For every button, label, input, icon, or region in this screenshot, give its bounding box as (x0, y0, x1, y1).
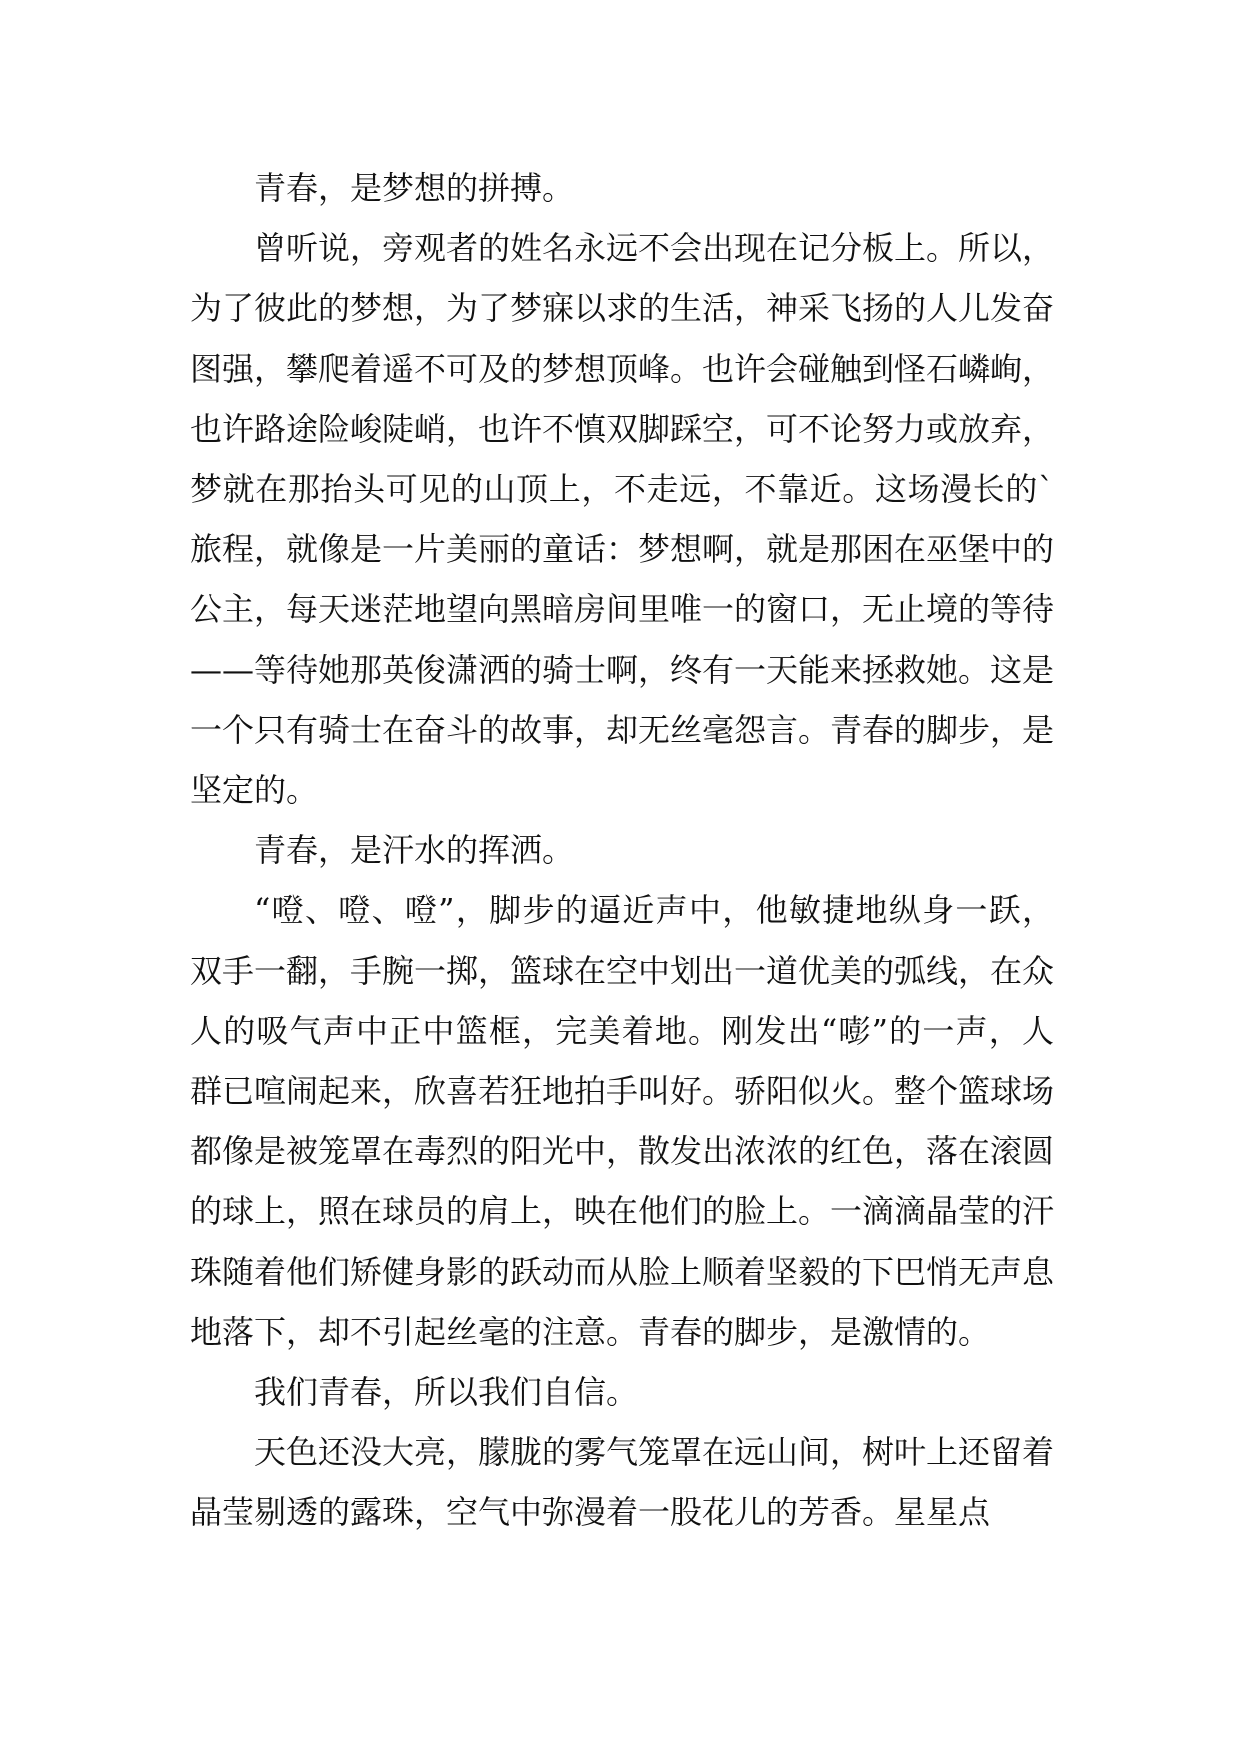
paragraph-heading-sweat: 青春，是汗水的挥洒。 (254, 831, 575, 870)
paragraph-dream-story: 曾听说，旁观者的姓名永远不会出现在记分板上。所以，为了彼此的梦想，为了梦寐以求的生活，神采飞扬的人儿发奋图强，攀爬着遥不可及的梦想顶峰。也许会碰触到怪石嶙峋，也许路途险峻陡峭，也许不慎双脚踩空，可不论努力或放弃，梦就在那抬头可见的山顶上，不走远，不靠近。这场漫长的`旅程，就像是一片美丽的童话：梦想啊，就是那困在巫堡中的公主，每天迷茫地望向黑暗房间里唯一的窗口，无止境的等待——等待她那英俊潇洒的骑士啊，终有一天能来拯救她。这是一个只有骑士在奋斗的故事，却无丝毫怨言。青春的脚步，是坚定的。 (190, 229, 1055, 810)
paragraph-basketball-story: “噔、噔、噔”，脚步的逼近声中，他敏捷地纵身一跃，双手一翻，手腕一掷，篮球在空中划出一道优美的弧线，在众人的吸气声中正中篮框，完美着地。刚发出“嘭”的一声，人群已喧闹起来，欣喜若狂地拍手叫好。骄阳似火。整个篮球场都像是被笼罩在毒烈的阳光中，散发出浓浓的红色，落在滚圆的球上，照在球员的肩上，映在他们的脸上。一滴滴晶莹的汗珠随着他们矫健身影的跃动而从脸上顺着坚毅的下巴悄无声息地落下，却不引起丝毫的注意。青春的脚步，是激情的。 (190, 891, 1055, 1351)
paragraph-heading-confidence: 我们青春，所以我们自信。 (254, 1373, 639, 1412)
paragraph-dawn-story: 天色还没大亮，朦胧的雾气笼罩在远山间，树叶上还留着晶莹剔透的露珠，空气中弥漫着一股花儿的芳香。星星点 (190, 1433, 1055, 1532)
article-body (190, 158, 1054, 1543)
paragraph-heading-dream: 青春，是梦想的拼搏。 (254, 169, 575, 207)
